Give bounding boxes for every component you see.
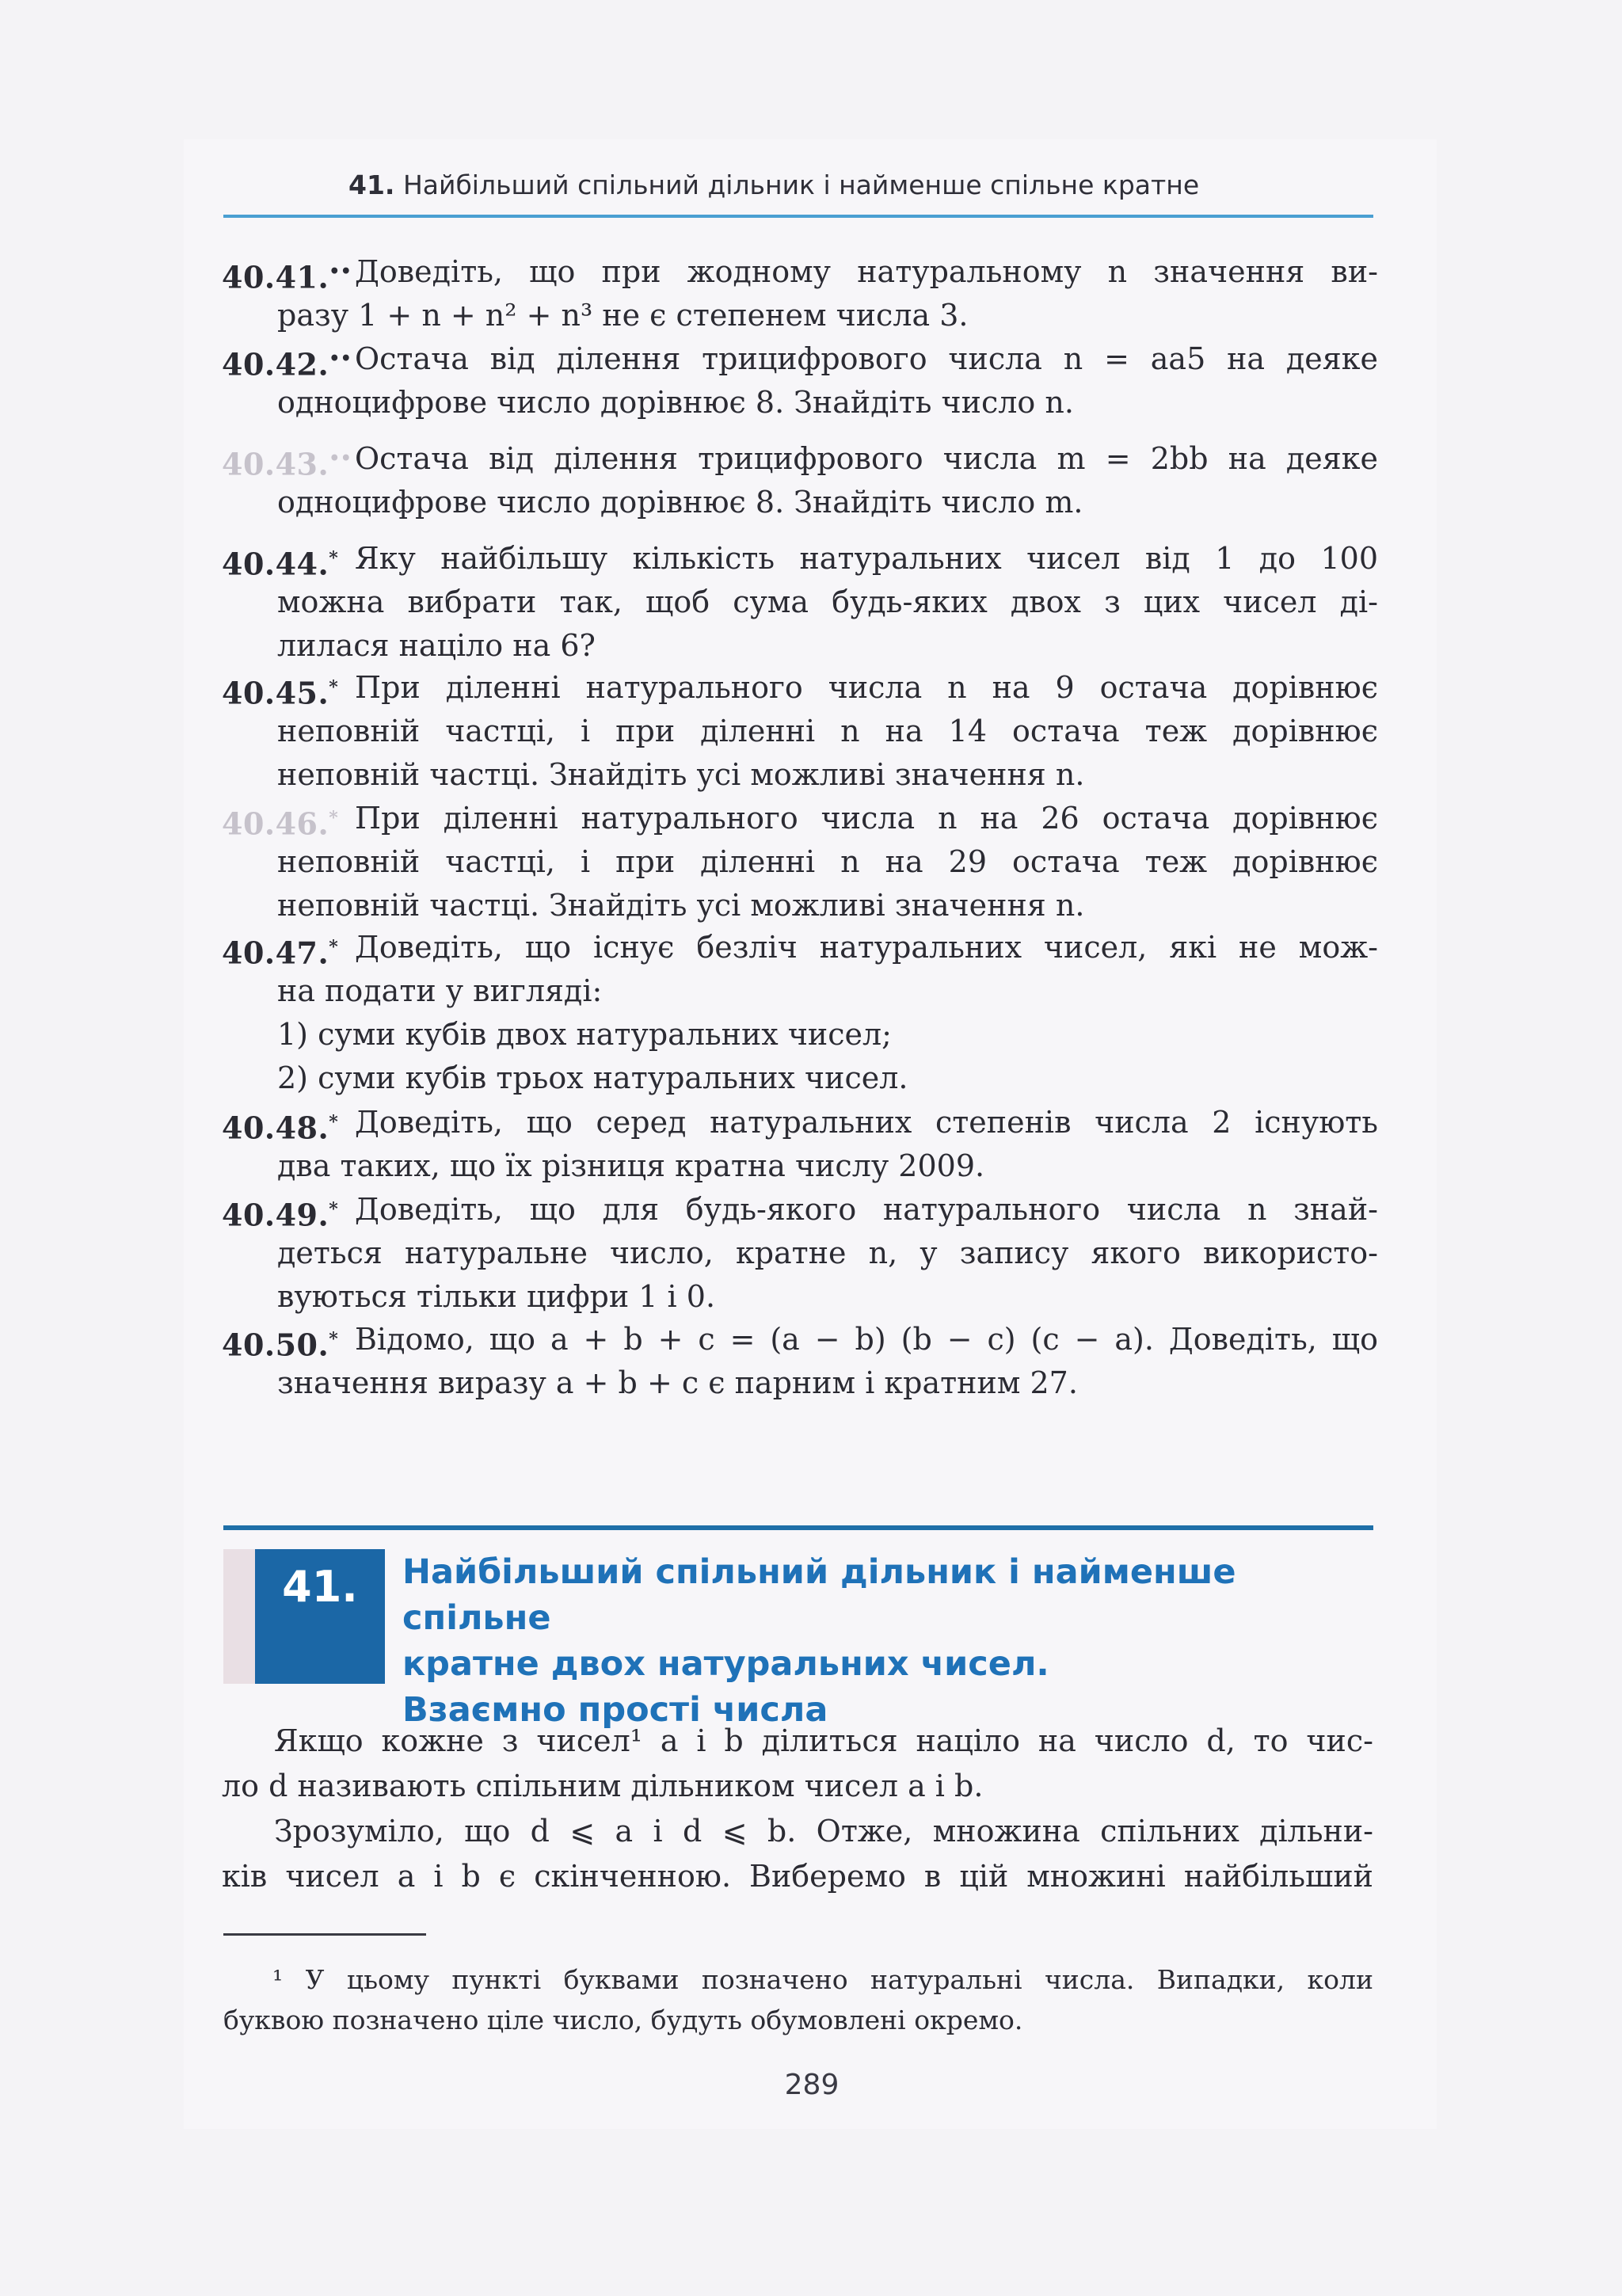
exercise-line: [222, 624, 1378, 668]
footnote-line-text: буквою позначено ціле число, будуть обумовлені окремо.: [223, 2005, 1023, 2035]
exercise-line: [222, 537, 1378, 581]
difficulty-mark: ••: [329, 348, 352, 369]
difficulty-mark: *: [329, 1199, 339, 1220]
exercise-number-text: 40.48.: [222, 1110, 329, 1146]
section-title-line: Найбільший спільний дільник і найменше спільне: [402, 1552, 1236, 1638]
body-paragraph-definition: [222, 1719, 1373, 1809]
difficulty-mark: ••: [329, 261, 352, 282]
exercise-line: [222, 294, 1378, 337]
exercise-line: [222, 1144, 1378, 1188]
exercise-line: [222, 1361, 1378, 1405]
exercise-line-text: Доведіть, що для будь-якого натурального числа n знай-: [355, 1192, 1378, 1227]
exercise-line-text: 1) суми кубів двох натуральних чисел;: [277, 1017, 892, 1052]
exercise-number: [222, 250, 352, 299]
exercise-line: [222, 437, 1378, 481]
exercise-line: [222, 481, 1378, 524]
exercise-line-text: неповній частці. Знайдіть усі можливі значення n.: [277, 888, 1085, 923]
exercise-line: [222, 381, 1378, 425]
section-title: [402, 1549, 1369, 1733]
exercise-line: [222, 884, 1378, 927]
section-banner-accent: [223, 1549, 255, 1684]
exercise-number-text: 40.45.: [222, 675, 329, 711]
body-paragraph-finiteness: [222, 1809, 1373, 1899]
exercise-item: [222, 926, 1378, 1100]
exercise-item: [222, 797, 1378, 927]
exercise-line-text: Остача від ділення трицифрового числа m = 2bb на деяке: [355, 441, 1378, 476]
exercise-number: [222, 1318, 338, 1367]
running-head-number: 41.: [348, 169, 395, 200]
exercise-number: [222, 926, 338, 975]
section-banner: [223, 1525, 1373, 1730]
exercise-number-text: 40.43.: [222, 446, 329, 482]
body-line: [274, 1809, 1373, 1854]
section-banner-rule: [223, 1525, 1373, 1530]
exercise-item: [222, 250, 1378, 337]
exercise-line: [222, 1057, 1378, 1100]
exercise-line-text: Яку найбільшу кількість натуральних чисел від 1 до 100: [355, 541, 1378, 576]
exercise-line: [222, 710, 1378, 753]
difficulty-mark: *: [329, 677, 339, 698]
section-title-line: Взаємно прості числа: [402, 1690, 828, 1730]
exercise-line-text: одноцифрове число дорівнює 8. Знайдіть число n.: [277, 385, 1074, 420]
exercise-number-text: 40.44.: [222, 546, 329, 582]
exercise-line-text: Доведіть, що при жодному натуральному n значення ви-: [355, 254, 1378, 289]
section-title-line: кратне двох натуральних чисел.: [402, 1644, 1049, 1684]
exercise-line: [222, 337, 1378, 381]
difficulty-mark: *: [329, 548, 339, 569]
body-line: [222, 1764, 1373, 1809]
exercise-line: [222, 581, 1378, 624]
difficulty-mark: *: [329, 1329, 339, 1350]
exercise-line: [222, 840, 1378, 884]
exercise-item: [222, 1188, 1378, 1319]
exercise-line-text: два таких, що їх різниця кратна числу 2009.: [277, 1148, 985, 1183]
exercise-line: [222, 753, 1378, 797]
exercise-number: [222, 797, 338, 846]
exercise-line-text: можна вибрати так, щоб сума будь-яких двох з цих чисел ді-: [277, 584, 1378, 619]
exercise-line: [222, 666, 1378, 710]
running-head-rule: [223, 215, 1373, 218]
exercise-line: [222, 1188, 1378, 1232]
exercise-number: [222, 1188, 338, 1237]
footnote-line: [223, 1959, 1373, 2000]
exercise-line-text: на подати у вигляді:: [277, 973, 603, 1008]
difficulty-mark: *: [329, 808, 339, 828]
exercise-line-text: одноцифрове число дорівнює 8. Знайдіть число m.: [277, 485, 1083, 520]
exercise-line: [222, 1013, 1378, 1057]
body-line-text: ло d називають спільним дільником чисел a і b.: [222, 1769, 984, 1803]
exercise-number-text: 40.42.: [222, 346, 329, 383]
exercise-number-text: 40.50.: [222, 1327, 329, 1363]
exercise-line-text: При діленні натурального числа n на 9 остача дорівнює: [355, 670, 1378, 705]
exercise-line-text: вуються тільки цифри 1 і 0.: [277, 1279, 716, 1314]
exercise-line-text: Доведіть, що існує безліч натуральних чисел, які не мож-: [355, 930, 1378, 965]
exercise-line-text: Доведіть, що серед натуральних степенів числа 2 існують: [355, 1105, 1378, 1140]
footnote-rule: [223, 1933, 426, 1936]
exercise-number: [222, 337, 352, 386]
exercise-item: [222, 437, 1378, 524]
exercise-line: [222, 926, 1378, 969]
footnote-line-text: ¹ У цьому пункті буквами позначено натуральні числа. Випадки, коли: [272, 1964, 1373, 1995]
exercise-line-text: значення виразу a + b + c є парним і кратним 27.: [277, 1365, 1078, 1400]
body-line-text: Якщо кожне з чисел¹ a і b ділиться націло на число d, то чис-: [274, 1723, 1373, 1758]
exercise-line-text: Остача від ділення трицифрового числа n = aa5 на деяке: [355, 341, 1378, 376]
body-line: [222, 1854, 1373, 1899]
footnote-line: [223, 2000, 1373, 2040]
exercise-line-text: При діленні натурального числа n на 26 остача дорівнює: [355, 801, 1378, 836]
difficulty-mark: *: [329, 937, 339, 958]
body-line: [274, 1719, 1373, 1764]
exercise-line-text: неповній частці. Знайдіть усі можливі значення n.: [277, 757, 1085, 792]
exercise-line-text: неповній частці, і при діленні n на 29 остача теж дорівнює: [277, 844, 1378, 879]
exercise-number-text: 40.49.: [222, 1197, 329, 1233]
body-line-text: ків чисел a і b є скінченною. Виберемо в цій множині найбільший: [222, 1859, 1373, 1894]
exercise-item: [222, 1101, 1378, 1188]
exercise-line: [222, 1101, 1378, 1144]
exercise-line: [222, 1232, 1378, 1275]
exercise-line: [222, 1318, 1378, 1361]
exercise-line-text: 2) суми кубів трьох натуральних чисел.: [277, 1060, 908, 1095]
exercise-number-text: 40.47.: [222, 935, 329, 971]
page-number: 289: [784, 2069, 840, 2101]
exercise-line: [222, 1275, 1378, 1319]
exercise-number: [222, 666, 338, 715]
exercise-item: [222, 537, 1378, 668]
exercise-line: [222, 250, 1378, 294]
exercise-item: [222, 666, 1378, 797]
exercise-number: [222, 437, 352, 486]
exercise-line-text: разу 1 + n + n² + n³ не є степенем числа 3.: [277, 298, 969, 333]
exercise-number-text: 40.41.: [222, 259, 329, 295]
running-head-title: Найбільший спільний дільник і найменше спільне кратне: [402, 169, 1200, 200]
exercise-line: [222, 969, 1378, 1013]
exercise-line: [222, 797, 1378, 840]
body-line-text: Зрозуміло, що d ⩽ a і d ⩽ b. Отже, множина спільних дільни-: [274, 1814, 1373, 1849]
exercise-item: [222, 1318, 1378, 1405]
exercise-line-text: неповній частці, і при діленні n на 14 остача теж дорівнює: [277, 714, 1378, 748]
exercise-line-text: Відомо, що a + b + c = (a − b) (b − c) (c − a). Доведіть, що: [355, 1322, 1378, 1357]
exercise-number: [222, 1101, 338, 1150]
footnote: [223, 1959, 1373, 2040]
difficulty-mark: ••: [329, 448, 352, 469]
exercise-line-text: лилася націло на 6?: [277, 628, 596, 663]
section-number: 41.: [255, 1549, 385, 1684]
exercise-item: [222, 337, 1378, 425]
exercise-line-text: деться натуральне число, кратне n, у запису якого використо-: [277, 1236, 1378, 1270]
difficulty-mark: *: [329, 1112, 339, 1133]
exercise-number-text: 40.46.: [222, 805, 329, 842]
exercise-number: [222, 537, 338, 586]
running-head: [348, 169, 1378, 200]
